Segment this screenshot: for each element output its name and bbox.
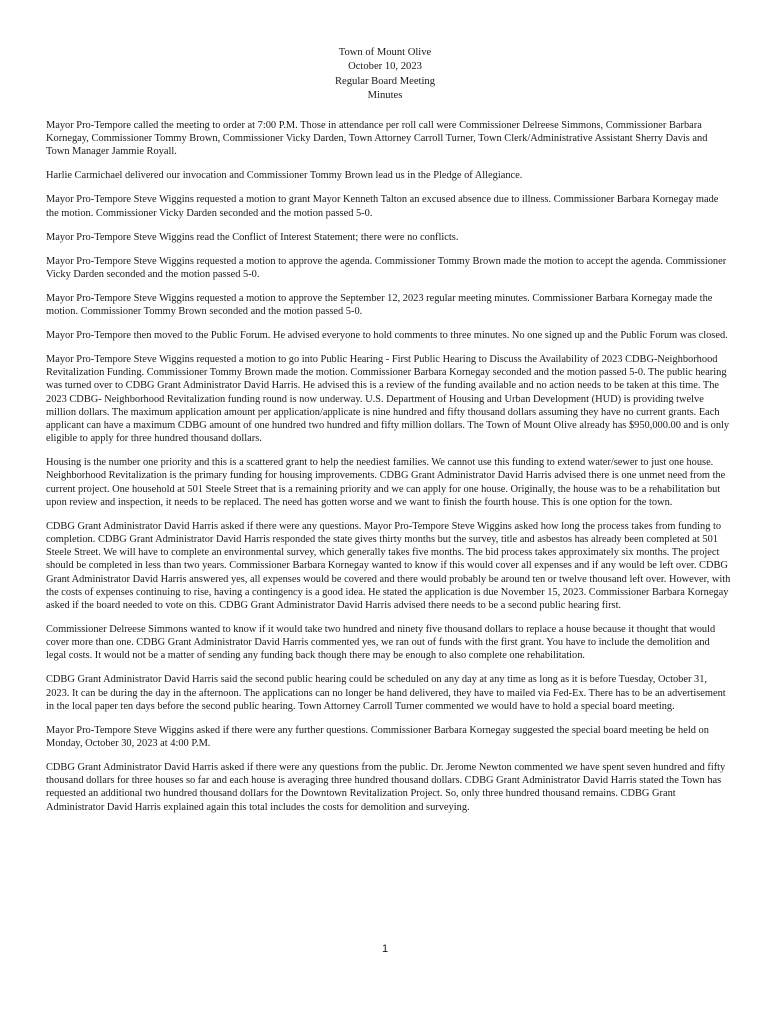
paragraph-public-questions: CDBG Grant Administrator David Harris asked if there were any questions from the public. Dr. Jerome Newton commented we have spent seven hundred and fifty thousand dollars for three houses so far and each house is averaging three hundred thousand dollars. CDBG Grant Administrator David Harris stated the Town has requested an additional two hundred thousand dollars for the Downtown Revitalization Project. So, only three hundred thousand remains. CDBG Grant Administrator David Harris explained again this total includes the costs for demolition and surveying. bbox=[46, 762, 726, 813]
paragraph-minutes-approval: Mayor Pro-Tempore Steve Wiggins requested a motion to approve the September 12, 2023 regular meeting minutes. Commissioner Barbara Kornegay made the motion. Commissioner Tommy Brown seconded and the motion passed 5-0. bbox=[46, 292, 713, 318]
paragraph-commissioner-question: Commissioner Delreese Simmons wanted to know if it would take two hundred and ninety five thousand dollars to replace a house because it thought that would cover more than one. CDBG Grant Administrator David Harris commented yes, we ran out of funds with the first grant. You have to include the demolition and legal costs. It would not be a matter of sending any funding back though there may be enough to also complete one rehabilitation. bbox=[46, 624, 716, 662]
document-type: Minutes bbox=[367, 90, 403, 102]
minutes-body bbox=[46, 119, 732, 825]
paragraph-excused-absence: Mayor Pro-Tempore Steve Wiggins requested a motion to grant Mayor Kenneth Talton an excused absence due to illness. Commissioner Barbara Kornegay made the motion. Commissioner Vicky Darden seconded and the motion passed 5-0. bbox=[46, 194, 719, 219]
paragraph-conflict-of-interest: Mayor Pro-Tempore Steve Wiggins read the Conflict of Interest Statement; there were no conflicts. bbox=[46, 231, 459, 243]
paragraph-agenda-approval: Mayor Pro-Tempore Steve Wiggins requested a motion to approve the agenda. Commissioner Tommy Brown made the motion to accept the agenda. Commissioner Vicky Darden seconded and the motion passed 5-0. bbox=[46, 255, 727, 280]
paragraph-invocation: Harlie Carmichael delivered our invocation and Commissioner Tommy Brown lead us in the Pledge of Allegiance. bbox=[46, 170, 523, 182]
meeting-date: October 10, 2023 bbox=[348, 61, 422, 73]
paragraph-questions-timeline: CDBG Grant Administrator David Harris asked if there were any questions. Mayor Pro-Tempore Steve Wiggins asked how long the process takes from funding to completion. CDBG Grant Administrator David Harris responded the state gives thirty months but the survey, title and asbestos has already been completed at 501 Steele Street. We will have to complete an environmental survey, which generally takes five months. The bid process takes approximately six months. The project should be completed in less than two years. Commissioner Barbara Kornegay wanted to know if this would cover all expenses and if any would be left over. CDBG Grant Administrator David Harris answered yes, all expenses would be covered and there would probably be around ten or twelve thousand left over. However, with the costs of expenses continuing to rise, having a contingency is a good idea. He stated the application is due November 15, 2023. Commissioner Barbara Kornegay asked if the board needed to vote on this. CDBG Grant Administrator David Harris advised there needs to be a second public hearing first. bbox=[46, 520, 731, 612]
town-name: Town of Mount Olive bbox=[338, 47, 432, 58]
page-number: 1 bbox=[381, 943, 389, 955]
paragraph-public-hearing: Mayor Pro-Tempore Steve Wiggins requested a motion to go into Public Hearing - First Public Hearing to Discuss the Availability of 2023 CDBG-Neighborhood Revitalization Funding. Commissioner Tommy Brown made the motion. Commissioner Barbara Kornegay seconded and the motion passed 5-0. The public hearing was turned over to CDBG Grant Administrator David Harris. He advised this is a review of the funding available and no action needs to be taken at this time. The 2023 CDBG- Neighborhood Revitalization funding round is now underway. U.S. Department of Housing and Urban Development (HUD) is providing twelve million dollars. The maximum application amount per application/applicate is nine hundred and fifty thousand dollars assuming they have no current grants. Each applicant can have a maximum CDBG amount of one hundred two hundred and fifty million dollars. The Town of Mount Olive already has $950,000.00 and is only eligible to apply for three hundred thousand dollars. bbox=[46, 354, 730, 445]
paragraph-second-hearing: CDBG Grant Administrator David Harris said the second public hearing could be scheduled on any day at any time as long as it is before Tuesday, October 31, 2023. It can be during the day in the afternoon. The applications can no longer be hand delivered, they have to mailed via Fed-Ex. There has to be an advertisement in the local paper ten days before the second public hearing. Town Attorney Carroll Turner commented we would have to hold a special board meeting. bbox=[46, 674, 726, 712]
paragraph-call-to-order: Mayor Pro-Tempore called the meeting to order at 7:00 P.M. Those in attendance per roll call were Commissioner Delreese Simmons, Commissioner Barbara Kornegay, Commissioner Tommy Brown, Commissioner Vicky Darden, Town Attorney Carroll Turner, Town Clerk/Administrative Assistant Sherry Davis and Town Manager Jammie Royall. bbox=[46, 120, 708, 158]
paragraph-special-meeting: Mayor Pro-Tempore Steve Wiggins asked if there were any further questions. Commissioner Barbara Kornegay suggested the special board meeting be held on Monday, October 30, 2023 at 4:00 P.M. bbox=[46, 724, 709, 750]
meeting-type: Regular Board Meeting bbox=[334, 75, 436, 87]
paragraph-housing-priority: Housing is the number one priority and this is a scattered grant to help the neediest families. We cannot use this funding to extend water/sewer to just one house. Neighborhood Revitalization is the primary funding for housing improvements. CDBG Grant Administrator David Harris advised there is one unmet need from the current project. One household at 501 Steele Street that is a remaining priority and we can apply for one house. Originally, the house was to be a rehabilitation but upon review and inspection, it needs to be replaced. The need has gotten worse and we want to finish the fourth house. This is one option for the town. bbox=[46, 457, 726, 508]
paragraph-public-forum: Mayor Pro-Tempore then moved to the Public Forum. He advised everyone to hold comments to three minutes. No one signed up and the Public Forum was closed. bbox=[46, 330, 728, 342]
document-header bbox=[0, 46, 770, 104]
